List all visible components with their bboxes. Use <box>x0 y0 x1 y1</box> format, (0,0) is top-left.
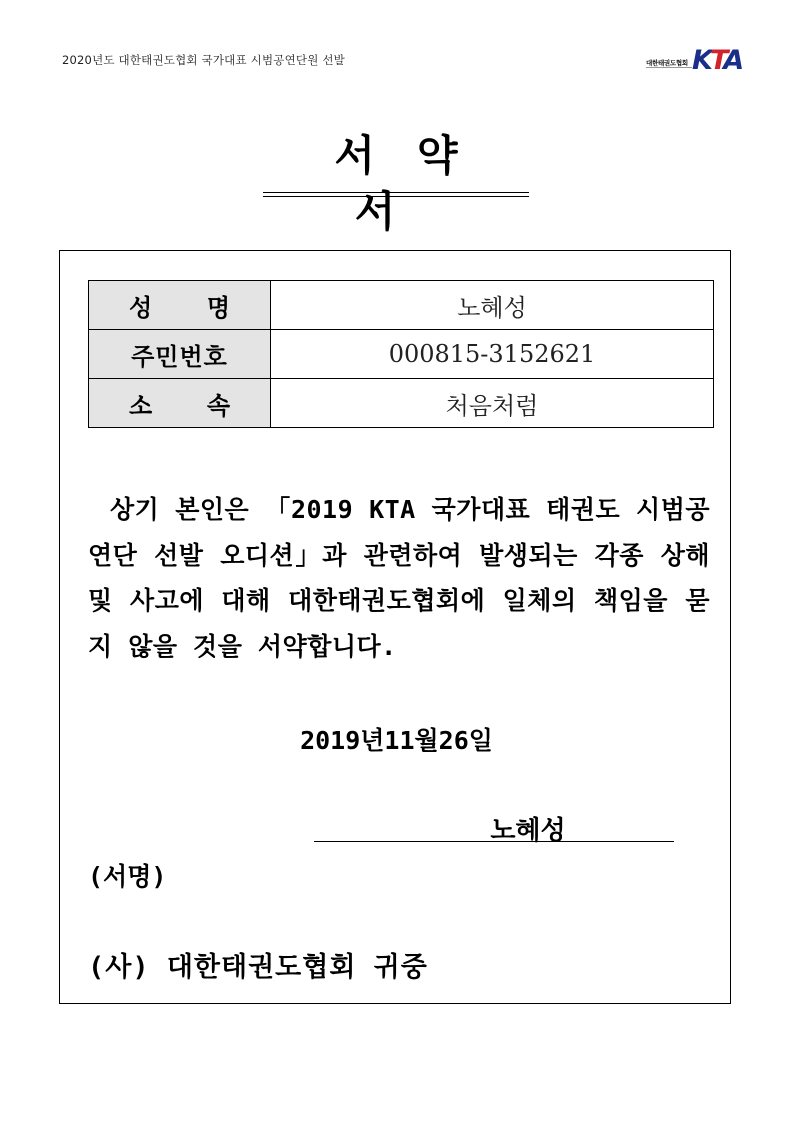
page-title: 서약서 <box>334 131 500 236</box>
kta-logo <box>646 44 740 78</box>
name-value: 노혜성 <box>271 281 714 330</box>
logo-subline <box>646 67 692 70</box>
info-table <box>88 280 714 428</box>
table-row-name <box>89 281 714 330</box>
name-label <box>89 281 271 330</box>
affiliation-label-part-2: 속 <box>206 391 230 420</box>
affiliation-label <box>89 379 271 428</box>
pledge-statement: 상기 본인은 「2019 KTA 국가대표 태권도 시범공연단 선발 오디션」과 관련하여 발생되는 각종 상해 및 사고에 대해 대한태권도협회에 일체의 책임을 묻지 않을 것을 서약합니다. <box>88 495 710 661</box>
pledge-date: 2019년11월26일 <box>300 726 493 755</box>
table-row-affiliation <box>89 379 714 428</box>
name-label-part-1: 성 <box>129 293 153 322</box>
table-row-id <box>89 330 714 379</box>
signature-line <box>314 841 674 842</box>
logo-kta-mark: KTA <box>692 45 742 76</box>
title-underline-top <box>263 192 529 193</box>
signature-name: 노혜성 <box>490 816 566 846</box>
affiliation-value: 처음처럼 <box>271 379 714 428</box>
document-header: 2020년도 대한태권도협회 국가대표 시범공연단원 선발 <box>62 53 345 67</box>
id-number-label: 주민번호 <box>89 330 271 379</box>
logo-association-name: 대한태권도협회 <box>646 59 688 67</box>
title-underline-bottom <box>263 196 529 197</box>
name-label-part-2: 명 <box>206 293 230 322</box>
signature-caption: (서명) <box>88 862 167 891</box>
affiliation-label-part-1: 소 <box>129 391 153 420</box>
id-number-value: 000815-3152621 <box>271 330 714 379</box>
addressee: (사) 대한태권도협회 귀중 <box>88 952 428 983</box>
